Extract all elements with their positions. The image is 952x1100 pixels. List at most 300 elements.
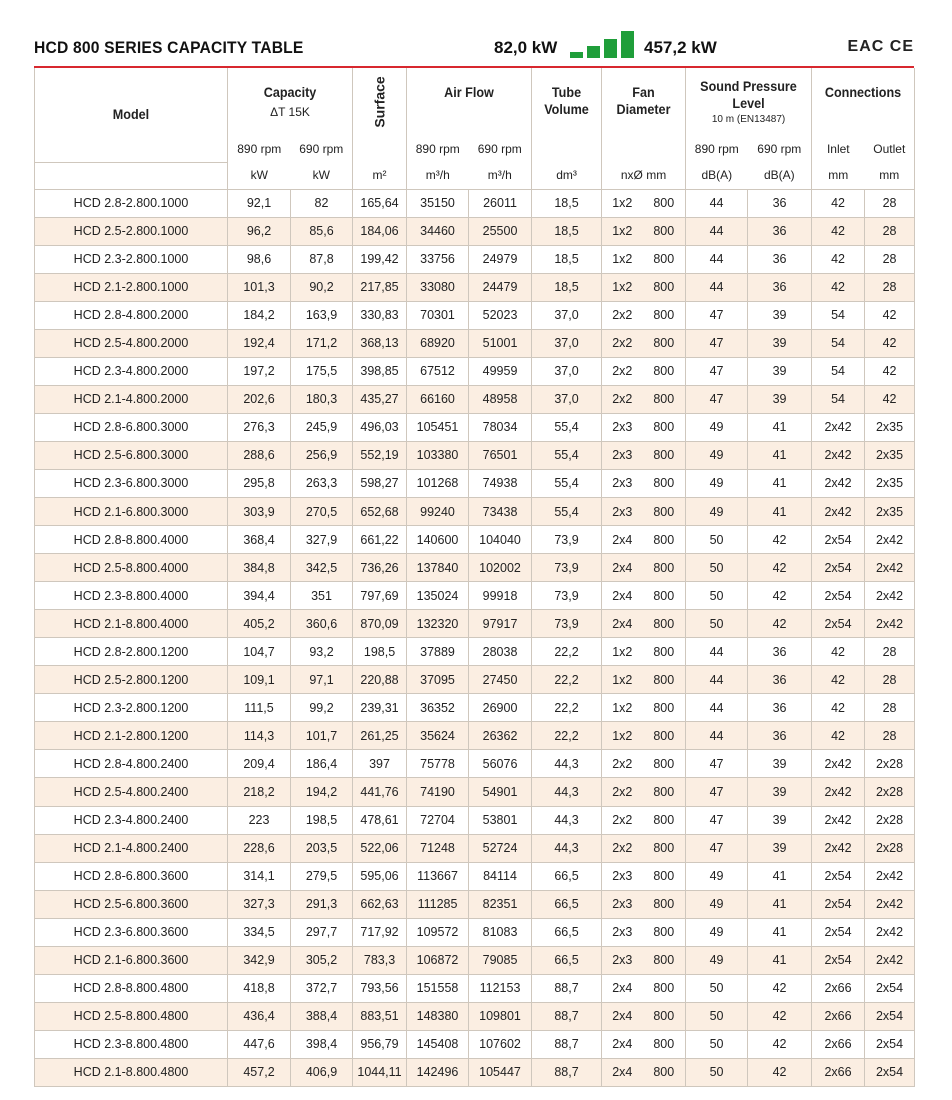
cell-air-flow-690: 56076 [469,750,532,778]
cell-capacity-690: 90,2 [291,273,353,301]
cell-air-flow-890: 109572 [407,918,469,946]
table-row [35,273,915,301]
cell-inlet: 2x54 [812,582,865,610]
cell-fan-count: 2x4 [602,1002,643,1030]
cell-capacity-690: 171,2 [291,329,353,357]
cell-sound-690: 39 [748,385,812,413]
cell-model: HCD 2.3-8.800.4000 [35,582,228,610]
cell-sound-890: 50 [686,974,748,1002]
cell-air-flow-690: 74938 [469,469,532,497]
cell-model: HCD 2.1-6.800.3600 [35,946,228,974]
cell-model: HCD 2.3-6.800.3600 [35,918,228,946]
cell-fan-count: 1x2 [602,694,643,722]
header-surface: Surface [353,68,407,136]
cell-capacity-890: 342,9 [228,946,291,974]
cell-model: HCD 2.8-4.800.2000 [35,301,228,329]
cell-air-flow-690: 104040 [469,526,532,554]
cell-model: HCD 2.5-6.800.3000 [35,441,228,469]
cell-sound-690: 42 [748,1002,812,1030]
cell-air-flow-690: 112153 [469,974,532,1002]
unit-outlet: mm [865,162,915,189]
cell-surface: 220,88 [353,666,407,694]
cell-air-flow-890: 74190 [407,778,469,806]
cell-capacity-690: 305,2 [291,946,353,974]
cell-sound-690: 42 [748,554,812,582]
cell-model: HCD 2.5-4.800.2000 [35,329,228,357]
header-cap-690: 690 rpm [291,136,353,162]
cell-capacity-690: 198,5 [291,806,353,834]
cell-model: HCD 2.8-4.800.2400 [35,750,228,778]
cell-fan-diameter: 800 [643,974,686,1002]
cell-sound-890: 49 [686,946,748,974]
cell-air-flow-890: 35150 [407,189,469,217]
cell-sound-890: 49 [686,469,748,497]
cell-tube-volume: 18,5 [532,217,602,245]
cell-fan-diameter: 800 [643,441,686,469]
cell-outlet: 2x42 [865,946,915,974]
cell-fan-diameter: 800 [643,666,686,694]
cell-sound-890: 50 [686,1058,748,1086]
cell-air-flow-890: 35624 [407,722,469,750]
cell-tube-volume: 37,0 [532,329,602,357]
cell-outlet: 2x35 [865,469,915,497]
cell-sound-690: 42 [748,526,812,554]
cell-inlet: 2x66 [812,1058,865,1086]
cell-air-flow-690: 97917 [469,610,532,638]
cell-surface: 522,06 [353,834,407,862]
table-row [35,498,915,526]
cell-air-flow-890: 106872 [407,946,469,974]
header-surface-sub [353,136,407,162]
cell-air-flow-890: 33080 [407,273,469,301]
cell-air-flow-690: 105447 [469,1058,532,1086]
cell-tube-volume: 37,0 [532,385,602,413]
table-row [35,918,915,946]
header-capacity: Capacity ΔT 15K [228,68,353,136]
cell-fan-count: 1x2 [602,245,643,273]
cell-outlet: 28 [865,189,915,217]
cell-surface: 883,51 [353,1002,407,1030]
cell-fan-count: 2x4 [602,526,643,554]
cell-model: HCD 2.8-2.800.1000 [35,189,228,217]
cell-capacity-890: 209,4 [228,750,291,778]
cell-sound-690: 39 [748,778,812,806]
cell-sound-690: 39 [748,329,812,357]
table-header [35,68,915,189]
cell-air-flow-690: 26362 [469,722,532,750]
cell-air-flow-690: 99918 [469,582,532,610]
cell-model: HCD 2.1-2.800.1200 [35,722,228,750]
cell-air-flow-690: 52724 [469,834,532,862]
cell-air-flow-690: 28038 [469,638,532,666]
cell-surface: 652,68 [353,498,407,526]
cell-fan-diameter: 800 [643,862,686,890]
cell-surface: 595,06 [353,862,407,890]
table-row [35,834,915,862]
cell-air-flow-690: 54901 [469,778,532,806]
cell-surface: 330,83 [353,301,407,329]
cell-fan-diameter: 800 [643,301,686,329]
cell-capacity-890: 418,8 [228,974,291,1002]
cell-air-flow-690: 24979 [469,245,532,273]
cell-air-flow-890: 111285 [407,890,469,918]
cell-fan-count: 1x2 [602,722,643,750]
cell-air-flow-890: 142496 [407,1058,469,1086]
cell-inlet: 2x42 [812,806,865,834]
cell-sound-690: 36 [748,638,812,666]
cell-fan-count: 2x4 [602,974,643,1002]
cell-capacity-690: 256,9 [291,441,353,469]
cell-surface: 717,92 [353,918,407,946]
cell-air-flow-690: 52023 [469,301,532,329]
cell-air-flow-690: 82351 [469,890,532,918]
cell-sound-690: 36 [748,666,812,694]
cell-model: HCD 2.1-6.800.3000 [35,498,228,526]
cell-outlet: 2x54 [865,1058,915,1086]
cell-outlet: 28 [865,694,915,722]
cell-fan-count: 2x3 [602,441,643,469]
cell-outlet: 2x42 [865,862,915,890]
cell-sound-690: 36 [748,273,812,301]
cell-sound-690: 41 [748,918,812,946]
cell-capacity-890: 334,5 [228,918,291,946]
table-row [35,862,915,890]
cell-tube-volume: 55,4 [532,469,602,497]
cell-air-flow-690: 81083 [469,918,532,946]
cell-surface: 598,27 [353,469,407,497]
table-row [35,217,915,245]
cell-surface: 793,56 [353,974,407,1002]
header-model-unit [35,162,228,189]
cell-capacity-890: 314,1 [228,862,291,890]
cell-tube-volume: 22,2 [532,666,602,694]
table-row [35,638,915,666]
cell-capacity-690: 297,7 [291,918,353,946]
cell-capacity-690: 388,4 [291,1002,353,1030]
table-row [35,890,915,918]
cell-air-flow-690: 48958 [469,385,532,413]
certification-marks-icon: EAC CE [847,38,914,55]
table-row [35,357,915,385]
cell-sound-690: 39 [748,357,812,385]
table-row [35,974,915,1002]
cell-model: HCD 2.1-4.800.2400 [35,834,228,862]
cell-inlet: 2x54 [812,610,865,638]
capacity-min-label: 82,0 kW [494,38,558,57]
header-air-890: 890 rpm [407,136,469,162]
cell-surface: 398,85 [353,357,407,385]
cell-air-flow-690: 84114 [469,862,532,890]
unit-air-890: m³/h [407,162,469,189]
cell-capacity-890: 457,2 [228,1058,291,1086]
cell-air-flow-890: 34460 [407,217,469,245]
cell-fan-diameter: 800 [643,469,686,497]
cell-tube-volume: 73,9 [532,582,602,610]
cell-capacity-690: 406,9 [291,1058,353,1086]
cell-fan-diameter: 800 [643,638,686,666]
cell-sound-890: 50 [686,526,748,554]
cell-air-flow-690: 102002 [469,554,532,582]
table-row [35,1058,915,1086]
cell-capacity-890: 96,2 [228,217,291,245]
cell-tube-volume: 66,5 [532,862,602,890]
cell-sound-890: 49 [686,413,748,441]
cell-capacity-690: 270,5 [291,498,353,526]
cell-air-flow-890: 113667 [407,862,469,890]
cell-fan-diameter: 800 [643,554,686,582]
cell-model: HCD 2.3-8.800.4800 [35,1030,228,1058]
header-tube-sub [532,136,602,162]
unit-fan: nxØ mm [602,162,686,189]
cell-capacity-690: 360,6 [291,610,353,638]
cell-fan-diameter: 800 [643,582,686,610]
table-row [35,806,915,834]
cell-surface: 496,03 [353,413,407,441]
table-row [35,946,915,974]
cell-air-flow-690: 26900 [469,694,532,722]
cell-fan-diameter: 800 [643,750,686,778]
table-row [35,582,915,610]
cell-surface: 368,13 [353,329,407,357]
cell-capacity-890: 288,6 [228,441,291,469]
cell-sound-690: 39 [748,301,812,329]
cell-air-flow-890: 75778 [407,750,469,778]
cell-model: HCD 2.3-2.800.1200 [35,694,228,722]
cell-tube-volume: 88,7 [532,1030,602,1058]
cell-air-flow-890: 71248 [407,834,469,862]
cell-outlet: 2x54 [865,974,915,1002]
cell-sound-690: 42 [748,1030,812,1058]
cell-fan-diameter: 800 [643,329,686,357]
cell-model: HCD 2.5-6.800.3600 [35,890,228,918]
cell-sound-890: 44 [686,245,748,273]
cell-outlet: 2x28 [865,834,915,862]
table-row [35,1030,915,1058]
table-row [35,722,915,750]
cell-sound-690: 36 [748,722,812,750]
table-row [35,526,915,554]
cell-model: HCD 2.3-6.800.3000 [35,469,228,497]
header-cap-890: 890 rpm [228,136,291,162]
cell-capacity-890: 384,8 [228,554,291,582]
capacity-table [34,68,915,1087]
cell-air-flow-890: 33756 [407,245,469,273]
cell-tube-volume: 88,7 [532,1002,602,1030]
cell-outlet: 2x28 [865,806,915,834]
cell-surface: 397 [353,750,407,778]
cell-model: HCD 2.8-6.800.3000 [35,413,228,441]
cell-outlet: 28 [865,722,915,750]
cell-air-flow-690: 24479 [469,273,532,301]
cell-fan-count: 2x2 [602,385,643,413]
cell-sound-690: 41 [748,498,812,526]
cell-model: HCD 2.1-2.800.1000 [35,273,228,301]
cell-fan-count: 2x2 [602,301,643,329]
cell-capacity-690: 351 [291,582,353,610]
table-row [35,189,915,217]
cell-fan-count: 2x3 [602,946,643,974]
cell-fan-count: 2x4 [602,582,643,610]
cell-fan-diameter: 800 [643,273,686,301]
cell-model: HCD 2.8-8.800.4000 [35,526,228,554]
cell-capacity-690: 85,6 [291,217,353,245]
cell-fan-diameter: 800 [643,1030,686,1058]
cell-fan-diameter: 800 [643,722,686,750]
cell-inlet: 42 [812,638,865,666]
cell-tube-volume: 73,9 [532,554,602,582]
cell-model: HCD 2.8-2.800.1200 [35,638,228,666]
cell-outlet: 2x42 [865,526,915,554]
cell-capacity-890: 184,2 [228,301,291,329]
cell-surface: 184,06 [353,217,407,245]
cell-inlet: 2x54 [812,946,865,974]
cell-sound-690: 42 [748,1058,812,1086]
cell-inlet: 54 [812,301,865,329]
cell-tube-volume: 66,5 [532,890,602,918]
cell-surface: 198,5 [353,638,407,666]
cell-surface: 797,69 [353,582,407,610]
cell-fan-diameter: 800 [643,918,686,946]
cell-outlet: 42 [865,329,915,357]
cell-fan-diameter: 800 [643,498,686,526]
cell-inlet: 2x66 [812,974,865,1002]
cell-sound-890: 47 [686,357,748,385]
unit-snd-890: dB(A) [686,162,748,189]
cell-inlet: 42 [812,217,865,245]
cell-capacity-890: 218,2 [228,778,291,806]
cell-fan-count: 2x4 [602,554,643,582]
cell-sound-890: 49 [686,441,748,469]
cell-surface: 435,27 [353,385,407,413]
cell-sound-890: 44 [686,189,748,217]
cell-capacity-890: 276,3 [228,413,291,441]
cell-sound-690: 36 [748,694,812,722]
cell-sound-690: 41 [748,890,812,918]
cell-fan-diameter: 800 [643,526,686,554]
cell-inlet: 2x66 [812,1030,865,1058]
cell-inlet: 2x66 [812,1002,865,1030]
cell-capacity-690: 87,8 [291,245,353,273]
header-sound-pressure: Sound Pressure Level 10 m (EN13487) [686,68,812,136]
cell-air-flow-690: 53801 [469,806,532,834]
cell-sound-890: 44 [686,694,748,722]
cell-inlet: 2x54 [812,554,865,582]
cell-inlet: 2x54 [812,890,865,918]
cell-capacity-690: 82 [291,189,353,217]
cell-fan-count: 1x2 [602,217,643,245]
cell-capacity-890: 436,4 [228,1002,291,1030]
cell-surface: 736,26 [353,554,407,582]
cell-capacity-690: 203,5 [291,834,353,862]
cell-fan-diameter: 800 [643,778,686,806]
unit-inlet: mm [812,162,865,189]
cell-capacity-690: 372,7 [291,974,353,1002]
cell-model: HCD 2.3-2.800.1000 [35,245,228,273]
cell-tube-volume: 37,0 [532,357,602,385]
cell-fan-count: 2x2 [602,778,643,806]
cell-capacity-690: 163,9 [291,301,353,329]
cell-air-flow-690: 49959 [469,357,532,385]
cell-fan-count: 2x2 [602,834,643,862]
cell-fan-count: 2x3 [602,918,643,946]
cell-tube-volume: 88,7 [532,974,602,1002]
cell-tube-volume: 88,7 [532,1058,602,1086]
cell-air-flow-690: 109801 [469,1002,532,1030]
table-row [35,750,915,778]
cell-tube-volume: 55,4 [532,441,602,469]
cell-inlet: 42 [812,273,865,301]
cell-inlet: 2x42 [812,441,865,469]
cell-capacity-890: 109,1 [228,666,291,694]
cell-capacity-690: 175,5 [291,357,353,385]
cell-sound-890: 47 [686,778,748,806]
cell-fan-count: 1x2 [602,189,643,217]
header-inlet: Inlet [812,136,865,162]
cell-capacity-890: 197,2 [228,357,291,385]
table-row [35,301,915,329]
cell-air-flow-890: 99240 [407,498,469,526]
cell-outlet: 28 [865,638,915,666]
cell-inlet: 2x42 [812,834,865,862]
cell-capacity-690: 99,2 [291,694,353,722]
cell-air-flow-890: 145408 [407,1030,469,1058]
cell-fan-count: 2x4 [602,610,643,638]
cell-model: HCD 2.5-8.800.4000 [35,554,228,582]
cell-capacity-890: 92,1 [228,189,291,217]
table-body [35,189,915,1087]
cell-sound-890: 47 [686,329,748,357]
cell-fan-diameter: 800 [643,1058,686,1086]
table-row [35,329,915,357]
cell-inlet: 2x42 [812,413,865,441]
cell-fan-diameter: 800 [643,946,686,974]
table-row [35,245,915,273]
cell-tube-volume: 73,9 [532,526,602,554]
cell-fan-count: 2x4 [602,1030,643,1058]
cell-inlet: 2x42 [812,498,865,526]
cell-surface: 956,79 [353,1030,407,1058]
cell-fan-count: 2x4 [602,1058,643,1086]
cell-capacity-690: 245,9 [291,413,353,441]
cell-air-flow-890: 132320 [407,610,469,638]
cell-capacity-690: 398,4 [291,1030,353,1058]
cell-sound-690: 41 [748,441,812,469]
cell-surface: 165,64 [353,189,407,217]
unit-air-690: m³/h [469,162,532,189]
cell-inlet: 42 [812,722,865,750]
cell-fan-diameter: 800 [643,834,686,862]
cell-fan-diameter: 800 [643,890,686,918]
cell-sound-890: 47 [686,806,748,834]
cell-surface: 217,85 [353,273,407,301]
cell-tube-volume: 18,5 [532,245,602,273]
unit-snd-690: dB(A) [748,162,812,189]
cell-inlet: 54 [812,357,865,385]
cell-fan-count: 2x3 [602,469,643,497]
cell-sound-890: 44 [686,217,748,245]
cell-capacity-890: 111,5 [228,694,291,722]
cell-air-flow-890: 135024 [407,582,469,610]
cell-tube-volume: 73,9 [532,610,602,638]
cell-capacity-890: 295,8 [228,469,291,497]
cell-model: HCD 2.8-8.800.4800 [35,974,228,1002]
cell-air-flow-890: 70301 [407,301,469,329]
cell-outlet: 2x35 [865,498,915,526]
table-row [35,778,915,806]
cell-fan-count: 2x3 [602,498,643,526]
cell-surface: 661,22 [353,526,407,554]
cell-fan-diameter: 800 [643,1002,686,1030]
